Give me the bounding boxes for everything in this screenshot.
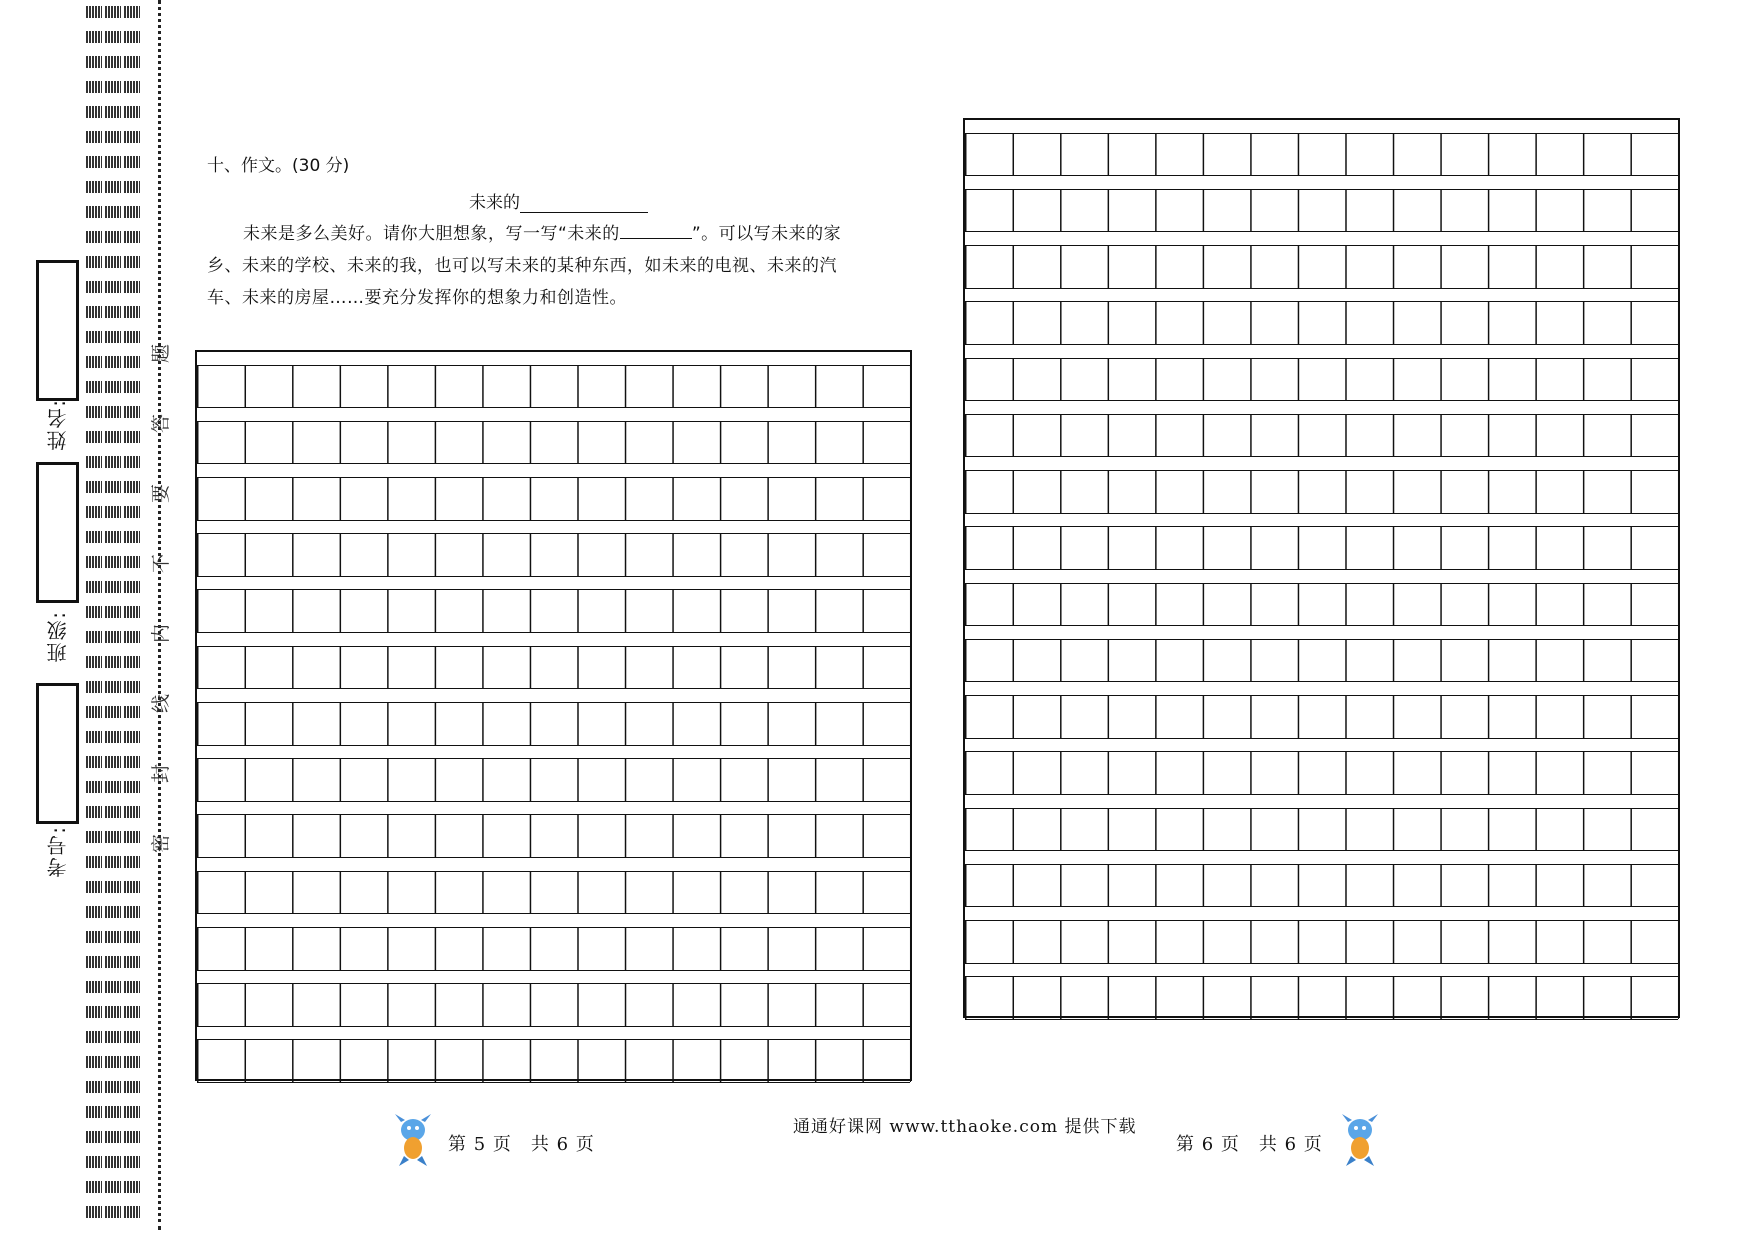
writing-grid-right[interactable]	[963, 118, 1680, 1018]
seal-char: 内	[150, 623, 173, 644]
grid-row[interactable]	[965, 695, 1678, 739]
cartoon-mascot-icon	[1340, 1112, 1380, 1168]
seal-char: 不	[150, 553, 173, 574]
grid-row[interactable]	[197, 589, 910, 633]
exam-no-box[interactable]	[36, 683, 79, 824]
binding-barcode-strip	[86, 6, 144, 1236]
grid-row[interactable]	[965, 526, 1678, 570]
grid-row[interactable]	[197, 477, 910, 521]
grid-row[interactable]	[197, 365, 910, 409]
grid-row[interactable]	[965, 301, 1678, 345]
grid-row[interactable]	[197, 646, 910, 690]
grid-row[interactable]	[197, 421, 910, 465]
grid-row[interactable]	[965, 583, 1678, 627]
grid-row[interactable]	[965, 470, 1678, 514]
writing-grid-left[interactable]	[195, 350, 912, 1081]
instructions-part1: 未来是多么美好。请你大胆想象，写一写“未来的	[243, 224, 620, 244]
name-label: 姓名:	[46, 398, 70, 451]
grid-row[interactable]	[965, 808, 1678, 852]
grid-row[interactable]	[197, 927, 910, 971]
essay-title-text: 未来的	[469, 193, 520, 213]
footer-page-left: 第 5 页 共 6 页	[448, 1134, 595, 1155]
seal-char: 线	[150, 693, 173, 714]
seal-char: 要	[150, 483, 173, 504]
grid-row[interactable]	[197, 871, 910, 915]
cartoon-mascot-icon	[393, 1112, 433, 1168]
class-box[interactable]	[36, 462, 79, 603]
footer-source: 通通好课网 www.tthaoke.com 提供下载	[793, 1117, 1137, 1137]
grid-row[interactable]	[197, 814, 910, 858]
footer-page-right: 第 6 页 共 6 页	[1176, 1134, 1323, 1155]
grid-row[interactable]	[197, 758, 910, 802]
grid-row[interactable]	[965, 751, 1678, 795]
grid-row[interactable]	[965, 245, 1678, 289]
essay-instructions	[207, 218, 867, 314]
grid-row[interactable]	[965, 189, 1678, 233]
name-box[interactable]	[36, 260, 79, 401]
essay-title	[469, 188, 648, 213]
instructions-part2: ”。可以写未来的家乡、未来的学校、未来的我，也可以写未来的某种东西，如未来的电视、未来的汽车、未来的房屋……要充分发挥你的想象力和创造性。	[207, 224, 842, 308]
grid-row[interactable]	[965, 639, 1678, 683]
seal-char: 答	[150, 413, 173, 434]
essay-title-blank	[520, 194, 648, 213]
seal-char: 封	[150, 763, 173, 784]
grid-row[interactable]	[965, 414, 1678, 458]
grid-row[interactable]	[965, 920, 1678, 964]
grid-row[interactable]	[197, 1039, 910, 1083]
seal-char: 密	[150, 833, 173, 854]
exam-no-label: 考号:	[46, 825, 70, 878]
grid-row[interactable]	[965, 358, 1678, 402]
grid-row[interactable]	[965, 976, 1678, 1020]
grid-row[interactable]	[197, 983, 910, 1027]
grid-row[interactable]	[197, 533, 910, 577]
seal-char: 题	[150, 343, 173, 364]
grid-row[interactable]	[965, 133, 1678, 177]
grid-row[interactable]	[197, 702, 910, 746]
grid-row[interactable]	[965, 864, 1678, 908]
seal-dotted-line	[158, 0, 161, 1230]
instructions-blank	[620, 222, 692, 239]
class-label: 班级:	[46, 610, 70, 663]
question-heading: 十、作文。(30 分)	[207, 156, 350, 176]
